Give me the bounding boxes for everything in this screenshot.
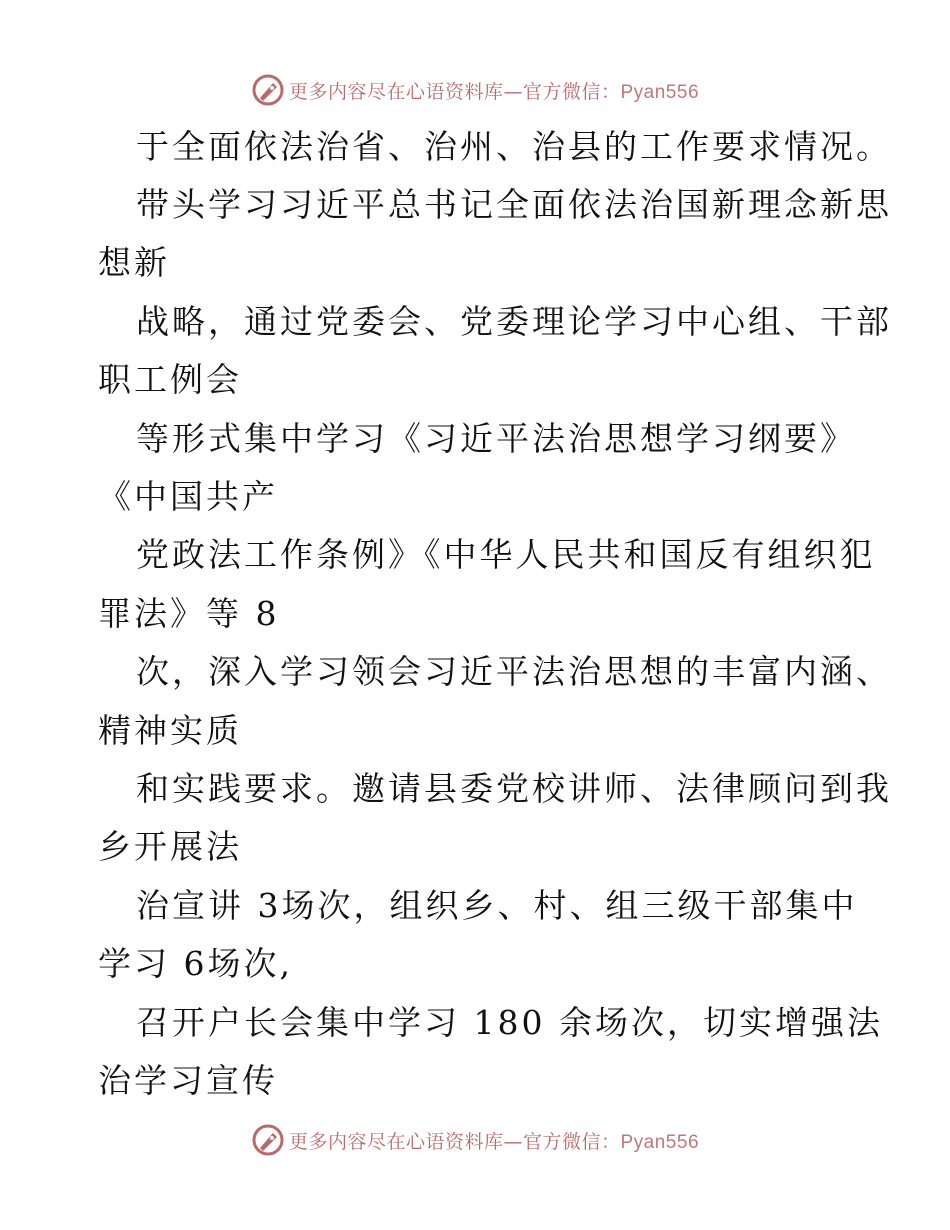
- watermark-text: [289, 77, 699, 104]
- pen-nib-logo-icon: [251, 1123, 285, 1157]
- text-line: 治宣讲 3场次，组织乡、村、组三级干部集中: [136, 886, 858, 925]
- watermark-text: [289, 1127, 699, 1154]
- watermark-handle: Pyan556: [620, 81, 700, 103]
- text-line: 党政法工作条例》《中华人民共和国反有组织犯: [136, 535, 876, 574]
- watermark-handle: Pyan556: [620, 1131, 700, 1153]
- header-watermark: [0, 70, 950, 110]
- text-line: 召开户长会集中学习 180 余场次，切实增强法: [136, 1003, 883, 1042]
- text-line: 罪法》等 8: [98, 594, 280, 633]
- text-line: 带头学习习近平总书记全面依法治国新理念新思: [136, 185, 892, 224]
- watermark-label: 更多内容尽在心语资料库—官方微信：: [288, 80, 621, 103]
- text-line: 想新: [98, 243, 170, 282]
- text-line: 乡开展法: [98, 827, 242, 866]
- watermark-label: 更多内容尽在心语资料库—官方微信：: [288, 1130, 621, 1153]
- text-line: 《中国共产: [98, 477, 278, 516]
- pen-nib-logo-icon: [251, 73, 285, 107]
- text-line: 治学习宣传: [98, 1061, 278, 1100]
- text-line: 精神实质: [98, 711, 242, 750]
- text-line: 次，深入学习领会习近平法治思想的丰富内涵、: [136, 652, 892, 691]
- text-line: 于全面依法治省、治州、治县的工作要求情况。: [136, 127, 892, 166]
- text-line: 战略，通过党委会、党委理论学习中心组、干部: [136, 302, 892, 341]
- text-line: 和实践要求。邀请县委党校讲师、法律顾问到我: [136, 769, 892, 808]
- footer-watermark: [0, 1120, 950, 1160]
- text-line: 职工例会: [98, 360, 242, 399]
- text-line: 学习 6场次,: [98, 944, 293, 983]
- text-line: 等形式集中学习《习近平法治思想学习纲要》: [136, 419, 856, 458]
